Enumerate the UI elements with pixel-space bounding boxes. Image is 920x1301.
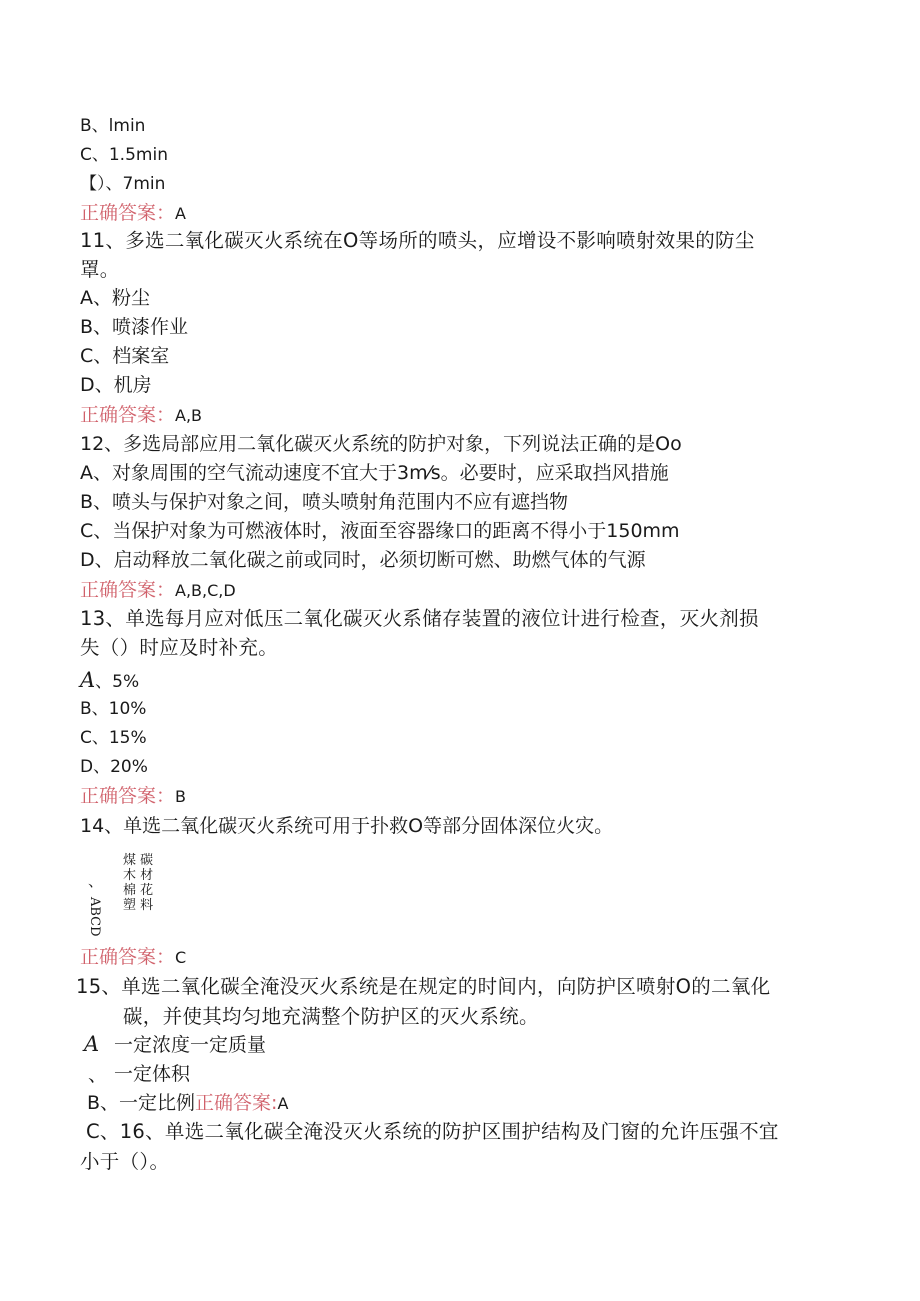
option-b: B、喷漆作业 [80, 316, 189, 338]
question-12-text: 12、多选局部应用二氧化碳灭火系统的防护对象，下列说法正确的是Oo [80, 433, 682, 455]
option-c [87, 1090, 288, 1117]
question-15-text: 15、单选二氧化碳全淹没灭火系统是在规定的时间内，向防护区喷射O的二氧化 [76, 975, 771, 998]
option-d: D、机房 [80, 374, 152, 396]
option-separator: 、 [88, 872, 104, 890]
answer-line [80, 200, 186, 227]
option-b: B、喷头与保护对象之间，喷头喷射角范围内不应有遮挡物 [80, 491, 569, 513]
option-c: C、当保护对象为可燃液体时，液面至容器缘口的距离不得小于150mm [80, 520, 680, 542]
option-c-text: B、一定比例 [87, 1092, 196, 1114]
answer-label: 正确答案： [80, 202, 176, 224]
answer-label: 正确答案： [80, 579, 176, 601]
option-line: B、lmin [80, 116, 146, 136]
answer-label: 正确答案: [195, 1092, 278, 1114]
question-11-text-cont: 罩。 [80, 258, 120, 281]
option-d: D、启动释放二氧化碳之前或同时，必须切断可燃、助燃气体的气源 [80, 549, 646, 571]
option-a-text: 、5% [95, 672, 140, 692]
option-b: 一定体积 [114, 1063, 191, 1085]
option-a: A、粉尘 [80, 287, 150, 309]
question-14-text: 14、单选二氧化碳灭火系统可用于扑救O等部分固体深位火灾。 [80, 815, 614, 837]
answer-value: C [175, 948, 187, 967]
option-list [123, 853, 153, 913]
answer-label: 正确答案： [80, 946, 176, 968]
option-d: D、20% [80, 757, 148, 777]
answer-line [80, 783, 186, 810]
answer-value: A,B,C,D [175, 581, 236, 600]
option-c: 棉 花 [123, 883, 154, 898]
option-line: C、1.5min [80, 145, 168, 165]
option-line: 【）、7min [80, 174, 166, 194]
answer-line [80, 944, 186, 971]
option-a: 一定浓度一定质量 [114, 1034, 267, 1056]
question-16-text-cont: 小于（）。 [80, 1150, 170, 1173]
answer-value: B [175, 787, 186, 806]
question-13-text: 13、单选每月应对低压二氧化碳灭火系储存装置的液位计进行检查，灭火剂损 [80, 607, 759, 630]
answer-value: A [175, 204, 186, 223]
option-separator: 、 [88, 1064, 108, 1086]
option-b: 木 材 [123, 868, 154, 883]
answer-label: 正确答案： [80, 785, 176, 807]
answer-value: A,B [175, 406, 203, 425]
option-b: B、10% [80, 699, 147, 719]
option-a-letter: A [80, 668, 96, 692]
answer-value: A [277, 1094, 289, 1113]
answer-line [80, 402, 202, 429]
option-a: A、对象周围的空气流动速度不宜大于3m⁄s。必要时，应采取挡风措施 [80, 462, 669, 484]
question-16-text: C、16、单选二氧化碳全淹没灭火系统的防护区围护结构及门窗的允许压强不宜 [86, 1120, 779, 1143]
option-c: C、档案室 [80, 345, 170, 367]
answer-line [80, 577, 236, 604]
option-d: 塑 料 [123, 898, 154, 913]
question-15-text-cont: 碳，并使其均匀地充满整个防护区的灭火系统。 [123, 1005, 539, 1028]
option-a: 煤 碳 [123, 853, 154, 868]
option-a [80, 667, 139, 695]
answer-label: 正确答案： [80, 404, 176, 426]
question-11-text: 11、多选二氧化碳灭火系统在O等场所的喷头，应增设不影响喷射效果的防尘 [80, 229, 755, 252]
question-13-text-cont: 失（）时应及时补充。 [80, 636, 279, 659]
option-a-letter: A [84, 1032, 100, 1056]
option-c: C、15% [80, 728, 147, 748]
option-letters: ABCD [87, 897, 102, 937]
